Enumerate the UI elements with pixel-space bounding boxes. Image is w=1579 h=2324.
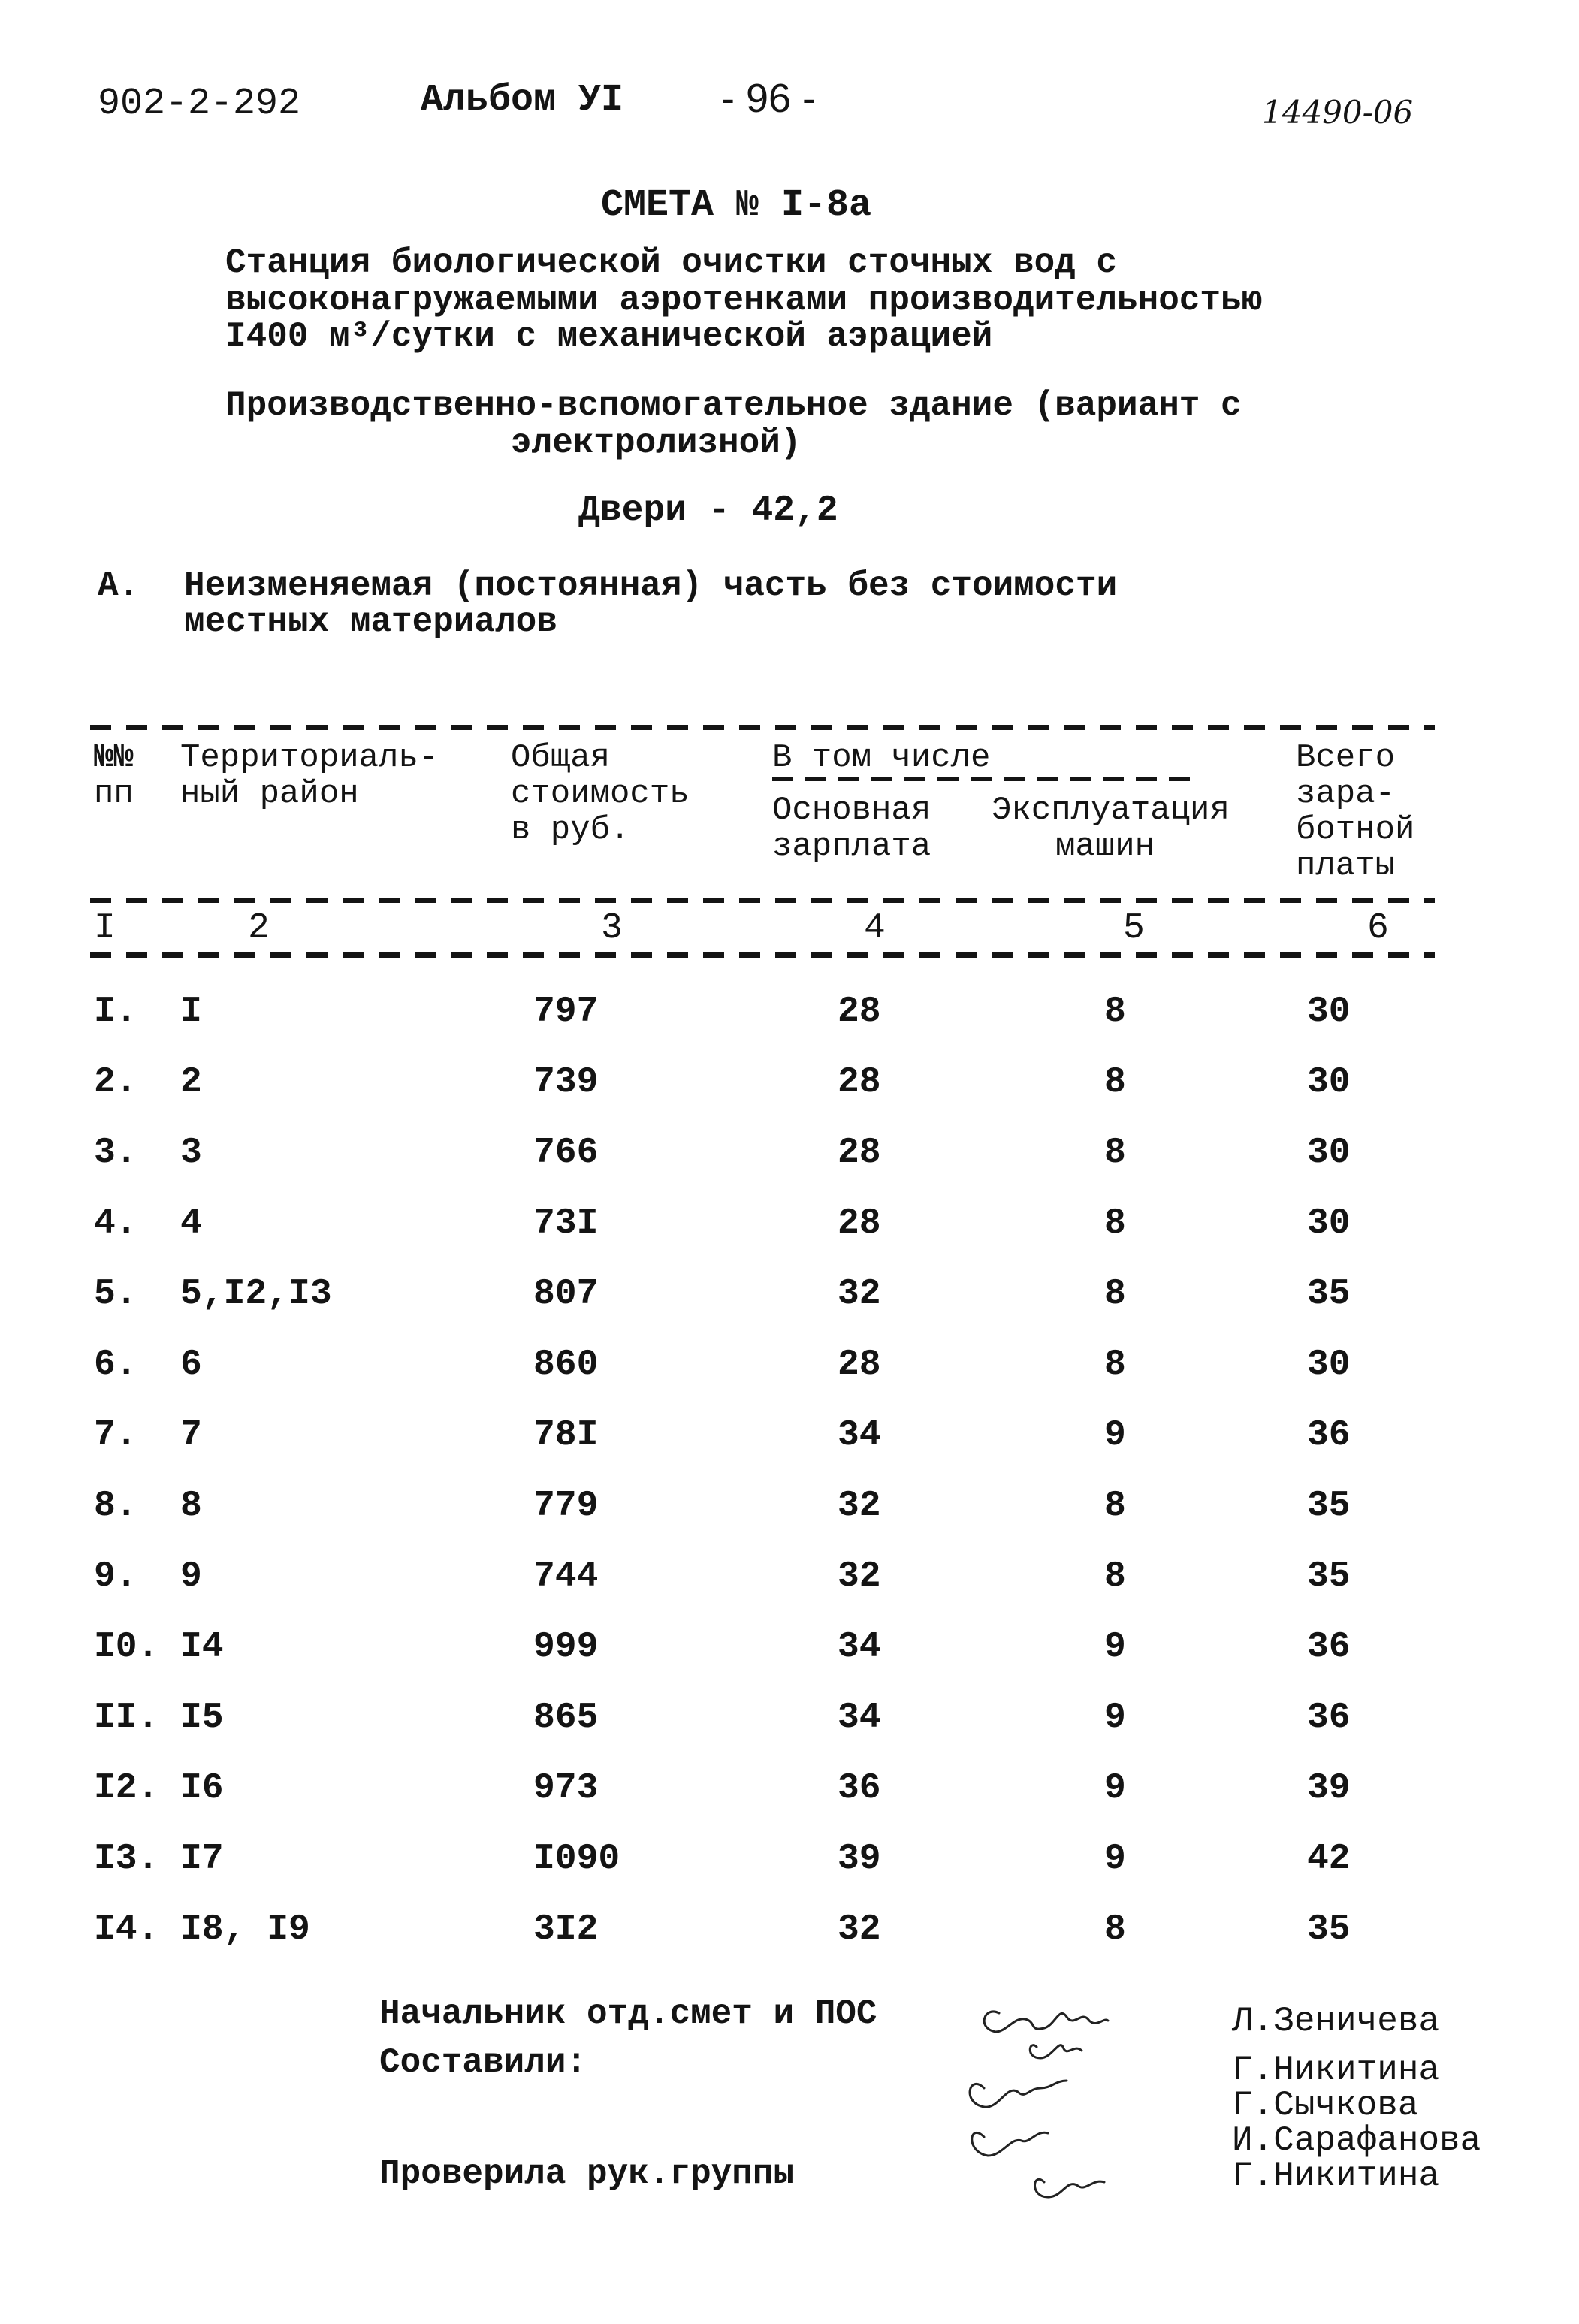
header-col4-b: зарплата xyxy=(772,828,931,865)
row-region: 9 xyxy=(180,1556,202,1597)
album-label: Альбом УI xyxy=(421,79,624,122)
row-region: I6 xyxy=(180,1768,224,1809)
row-total-cost: 744 xyxy=(533,1556,599,1597)
row-machines: 8 xyxy=(1104,1345,1126,1385)
row-machines: 8 xyxy=(1104,1133,1126,1173)
row-region: I5 xyxy=(180,1698,224,1738)
row-total-wage: 30 xyxy=(1307,991,1351,1032)
col-number-3: 3 xyxy=(601,908,623,949)
col-number-4: 4 xyxy=(864,908,886,949)
row-total-cost: 807 xyxy=(533,1274,599,1314)
row-number: 9. xyxy=(94,1556,137,1597)
document-code: 902-2-292 xyxy=(98,83,301,125)
row-region: 2 xyxy=(180,1062,202,1103)
row-base-wage: 32 xyxy=(838,1909,881,1950)
row-total-wage: 39 xyxy=(1307,1768,1351,1809)
header-col1-b: пп xyxy=(94,775,134,813)
row-total-wage: 30 xyxy=(1307,1062,1351,1103)
row-number: I2. xyxy=(94,1768,159,1809)
handwritten-signatures xyxy=(954,1975,1224,2208)
row-number: 7. xyxy=(94,1415,137,1456)
row-total-wage: 30 xyxy=(1307,1133,1351,1173)
row-total-wage: 35 xyxy=(1307,1909,1351,1950)
row-machines: 9 xyxy=(1104,1627,1126,1668)
part-letter: А. xyxy=(98,566,140,605)
row-base-wage: 32 xyxy=(838,1486,881,1526)
part-line-2: местных материалов xyxy=(184,602,557,641)
row-base-wage: 28 xyxy=(838,1345,881,1385)
row-number: I4. xyxy=(94,1909,159,1950)
description-line-1: Станция биологической очистки сточных вод с xyxy=(225,243,1117,282)
composer-name-1: Г.Никитина xyxy=(1232,2051,1440,2090)
header-bottom-rule xyxy=(90,898,1435,903)
row-region: 6 xyxy=(180,1345,202,1385)
row-total-wage: 36 xyxy=(1307,1627,1351,1668)
row-base-wage: 32 xyxy=(838,1274,881,1314)
section-title: Двери - 42,2 xyxy=(578,490,838,531)
row-total-cost: 865 xyxy=(533,1698,599,1738)
row-total-cost: 73I xyxy=(533,1203,599,1244)
checker-name: Г.Никитина xyxy=(1232,2156,1440,2196)
header-col5-b: машин xyxy=(1055,828,1155,865)
composer-name-3: И.Сарафанова xyxy=(1232,2121,1481,2160)
header-col3-a: Общая xyxy=(511,739,611,777)
part-line-1: Неизменяемая (постоянная) часть без стоимости xyxy=(184,566,1118,605)
row-number: I3. xyxy=(94,1839,159,1879)
row-number: I0. xyxy=(94,1627,159,1668)
row-total-wage: 35 xyxy=(1307,1486,1351,1526)
col-number-1: I xyxy=(94,908,116,949)
archive-number: 14490-06 xyxy=(1262,94,1414,131)
row-region: I7 xyxy=(180,1839,224,1879)
row-machines: 9 xyxy=(1104,1698,1126,1738)
row-total-wage: 30 xyxy=(1307,1203,1351,1244)
row-machines: 8 xyxy=(1104,991,1126,1032)
row-base-wage: 34 xyxy=(838,1627,881,1668)
header-col1-a: №№ xyxy=(94,739,134,777)
header-group: В том числе xyxy=(772,739,991,777)
row-region: 3 xyxy=(180,1133,202,1173)
header-col4-a: Основная xyxy=(772,792,931,829)
row-machines: 8 xyxy=(1104,1274,1126,1314)
row-base-wage: 34 xyxy=(838,1698,881,1738)
row-total-cost: 779 xyxy=(533,1486,599,1526)
col-number-6: 6 xyxy=(1367,908,1389,949)
row-total-cost: 766 xyxy=(533,1133,599,1173)
row-region: 7 xyxy=(180,1415,202,1456)
row-region: 5,I2,I3 xyxy=(180,1274,332,1314)
row-base-wage: 28 xyxy=(838,1203,881,1244)
header-col3-b: стоимость xyxy=(511,775,690,813)
header-col3-c: в руб. xyxy=(511,811,630,849)
description-line-3: I400 м³/сутки с механической аэрацией xyxy=(225,317,993,356)
description-line-2: высоконагружаемыми аэротенками производительностью xyxy=(225,281,1263,320)
row-total-wage: 36 xyxy=(1307,1415,1351,1456)
header-col5-a: Эксплуатация xyxy=(992,792,1230,829)
row-number: 3. xyxy=(94,1133,137,1173)
building-line-1: Производственно-вспомогательное здание (вариант с xyxy=(225,386,1242,425)
header-col6-c: ботной xyxy=(1296,811,1415,849)
header-col6-b: зара- xyxy=(1296,775,1396,813)
row-region: I4 xyxy=(180,1627,224,1668)
head-label: Начальник отд.смет и ПОС xyxy=(379,1994,877,2033)
head-name: Л.Зеничева xyxy=(1232,2002,1440,2041)
col-number-2: 2 xyxy=(248,908,270,949)
row-region: 4 xyxy=(180,1203,202,1244)
row-base-wage: 28 xyxy=(838,1062,881,1103)
header-col6-a: Всего xyxy=(1296,739,1396,777)
row-machines: 8 xyxy=(1104,1203,1126,1244)
row-base-wage: 28 xyxy=(838,991,881,1032)
row-number: 5. xyxy=(94,1274,137,1314)
header-col2-a: Территориаль- xyxy=(180,739,439,777)
row-total-wage: 35 xyxy=(1307,1556,1351,1597)
col-number-5: 5 xyxy=(1123,908,1145,949)
row-machines: 9 xyxy=(1104,1768,1126,1809)
header-col2-b: ный район xyxy=(180,775,359,813)
row-number: I. xyxy=(94,991,137,1032)
row-total-cost: 973 xyxy=(533,1768,599,1809)
row-total-cost: 860 xyxy=(533,1345,599,1385)
row-base-wage: 39 xyxy=(838,1839,881,1879)
row-machines: 9 xyxy=(1104,1839,1126,1879)
row-region: I8, I9 xyxy=(180,1909,310,1950)
row-number: II. xyxy=(94,1698,159,1738)
row-base-wage: 32 xyxy=(838,1556,881,1597)
row-number: 6. xyxy=(94,1345,137,1385)
row-total-cost: 78I xyxy=(533,1415,599,1456)
header-group-rule xyxy=(772,777,1193,781)
row-machines: 8 xyxy=(1104,1556,1126,1597)
row-total-wage: 30 xyxy=(1307,1345,1351,1385)
row-total-cost: 999 xyxy=(533,1627,599,1668)
column-numbers-rule xyxy=(90,952,1435,958)
checked-label: Проверила рук.группы xyxy=(379,2154,795,2193)
estimate-title: СМЕТА № I-8а xyxy=(601,184,872,227)
row-base-wage: 36 xyxy=(838,1768,881,1809)
row-base-wage: 28 xyxy=(838,1133,881,1173)
row-machines: 9 xyxy=(1104,1415,1126,1456)
page-number: - 96 - xyxy=(721,76,817,121)
composer-name-2: Г.Сычкова xyxy=(1232,2086,1419,2125)
row-total-cost: 3I2 xyxy=(533,1909,599,1950)
row-number: 4. xyxy=(94,1203,137,1244)
row-number: 2. xyxy=(94,1062,137,1103)
row-total-cost: 739 xyxy=(533,1062,599,1103)
row-total-cost: 797 xyxy=(533,991,599,1032)
composed-label: Составили: xyxy=(379,2043,587,2082)
row-total-cost: I090 xyxy=(533,1839,620,1879)
row-machines: 8 xyxy=(1104,1909,1126,1950)
row-region: 8 xyxy=(180,1486,202,1526)
row-total-wage: 35 xyxy=(1307,1274,1351,1314)
building-line-2: электролизной) xyxy=(511,424,802,463)
row-total-wage: 42 xyxy=(1307,1839,1351,1879)
row-number: 8. xyxy=(94,1486,137,1526)
row-total-wage: 36 xyxy=(1307,1698,1351,1738)
row-base-wage: 34 xyxy=(838,1415,881,1456)
row-machines: 8 xyxy=(1104,1486,1126,1526)
row-machines: 8 xyxy=(1104,1062,1126,1103)
header-col6-d: платы xyxy=(1296,847,1396,885)
row-region: I xyxy=(180,991,202,1032)
table-top-rule xyxy=(90,725,1435,730)
